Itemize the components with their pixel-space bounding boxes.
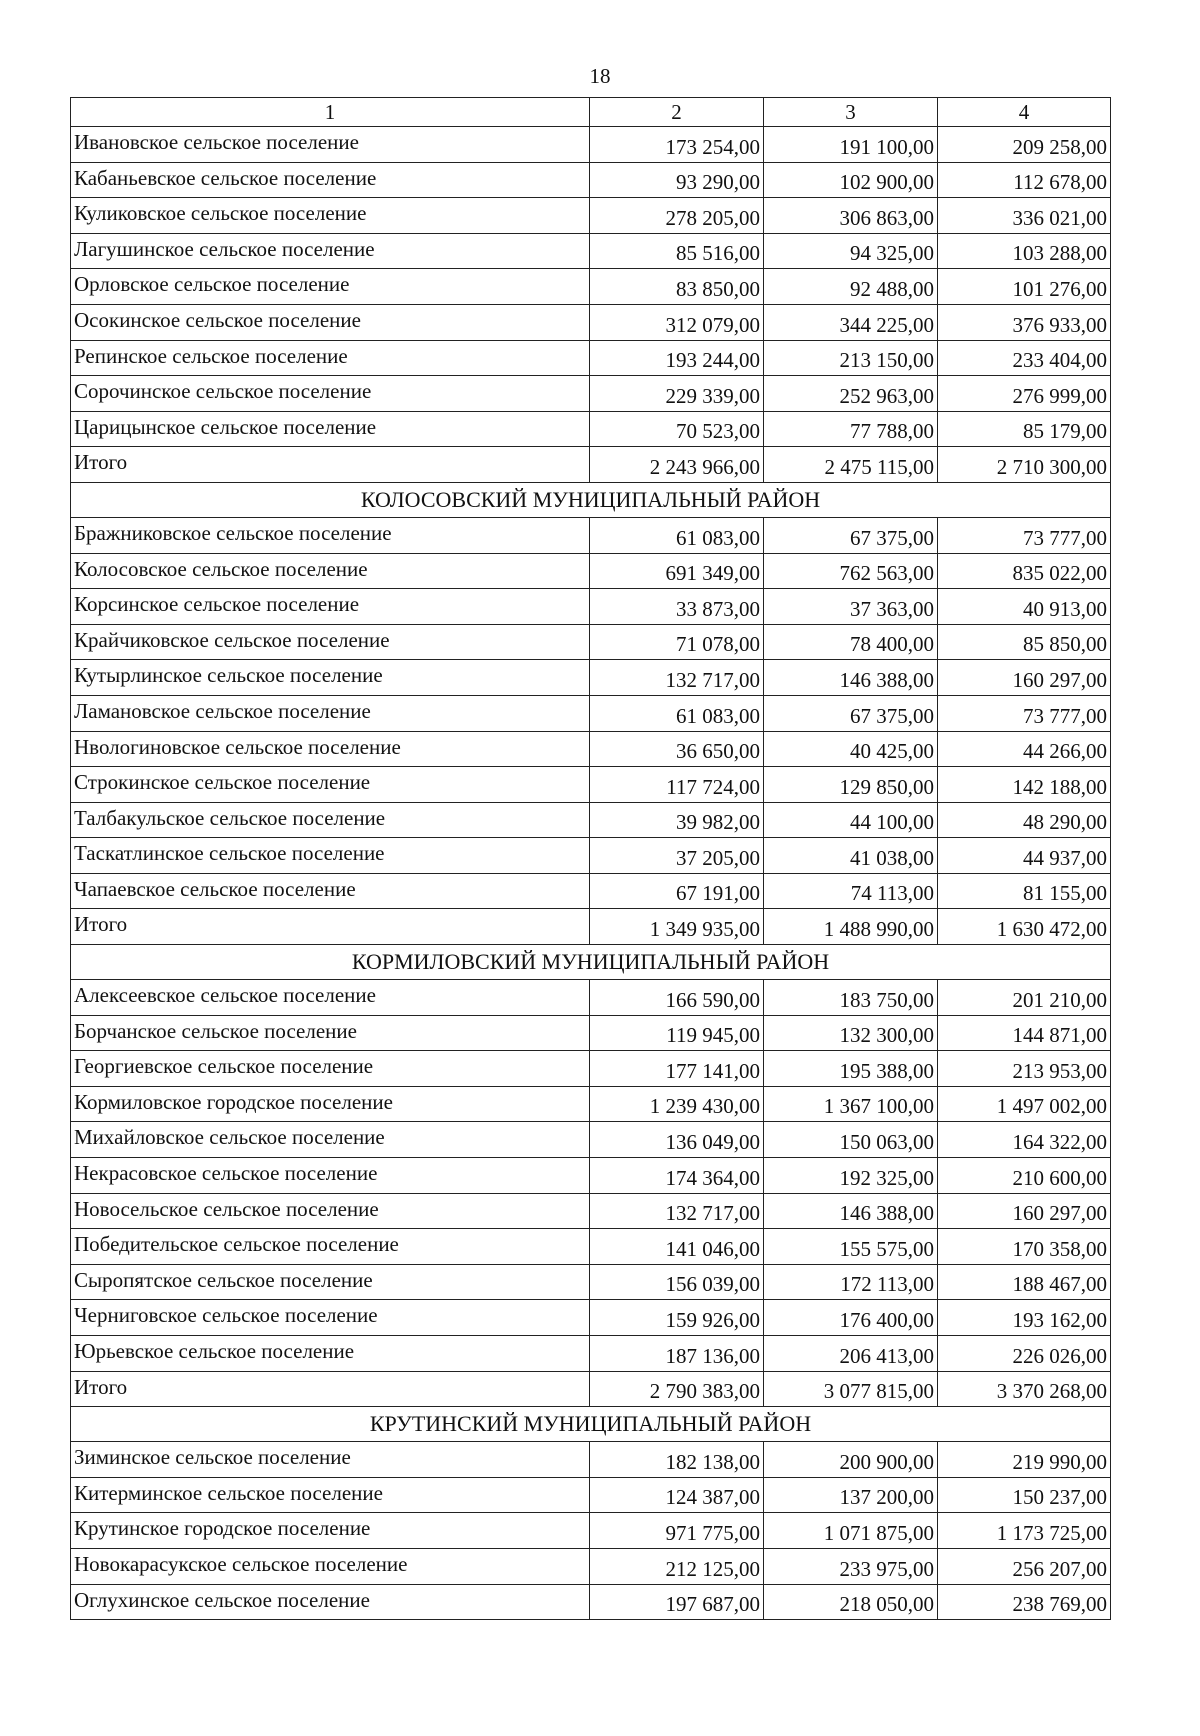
value-col-3-cell: 146 388,00	[764, 660, 938, 696]
column-header-2: 2	[590, 98, 764, 127]
settlement-name-cell: Колосовское сельское поселение	[71, 553, 590, 589]
value-col-3-cell: 344 225,00	[764, 304, 938, 340]
value-col-4-cell: 103 288,00	[938, 233, 1111, 269]
table-row	[71, 1513, 1111, 1549]
value-col-3-cell: 44 100,00	[764, 802, 938, 838]
value-col-4-cell: 188 467,00	[938, 1264, 1111, 1300]
total-row	[71, 447, 1111, 483]
column-header-3: 3	[764, 98, 938, 127]
settlement-name-cell: Репинское сельское поселение	[71, 340, 590, 376]
settlement-name-cell: Итого	[71, 909, 590, 945]
value-col-4-cell: 238 769,00	[938, 1584, 1111, 1620]
value-col-4-cell: 336 021,00	[938, 198, 1111, 234]
value-col-3-cell: 67 375,00	[764, 517, 938, 553]
table-row	[71, 802, 1111, 838]
value-col-3-cell: 132 300,00	[764, 1015, 938, 1051]
value-col-3-cell: 306 863,00	[764, 198, 938, 234]
value-col-4-cell: 73 777,00	[938, 517, 1111, 553]
value-col-2-cell: 70 523,00	[590, 411, 764, 447]
table-row	[71, 767, 1111, 803]
value-col-2-cell: 71 078,00	[590, 624, 764, 660]
settlement-name-cell: Кормиловское городское поселение	[71, 1086, 590, 1122]
value-col-2-cell: 229 339,00	[590, 376, 764, 412]
value-col-3-cell: 67 375,00	[764, 695, 938, 731]
table-row	[71, 304, 1111, 340]
value-col-2-cell: 312 079,00	[590, 304, 764, 340]
district-heading-row	[71, 1407, 1111, 1442]
district-heading: КОЛОСОВСКИЙ МУНИЦИПАЛЬНЫЙ РАЙОН	[71, 482, 1111, 517]
settlement-name-cell: Оглухинское сельское поселение	[71, 1584, 590, 1620]
settlement-name-cell: Зиминское сельское поселение	[71, 1442, 590, 1478]
value-col-2-cell: 1 349 935,00	[590, 909, 764, 945]
settlement-name-cell: Корсинское сельское поселение	[71, 589, 590, 625]
value-col-4-cell: 1 173 725,00	[938, 1513, 1111, 1549]
value-col-4-cell: 81 155,00	[938, 873, 1111, 909]
value-col-2-cell: 33 873,00	[590, 589, 764, 625]
value-col-4-cell: 44 266,00	[938, 731, 1111, 767]
value-col-2-cell: 971 775,00	[590, 1513, 764, 1549]
table-row	[71, 1300, 1111, 1336]
value-col-2-cell: 166 590,00	[590, 980, 764, 1016]
value-col-3-cell: 146 388,00	[764, 1193, 938, 1229]
value-col-2-cell: 61 083,00	[590, 517, 764, 553]
value-col-2-cell: 156 039,00	[590, 1264, 764, 1300]
settlement-name-cell: Бражниковское сельское поселение	[71, 517, 590, 553]
settlement-name-cell: Михайловское сельское поселение	[71, 1122, 590, 1158]
value-col-3-cell: 77 788,00	[764, 411, 938, 447]
value-col-3-cell: 195 388,00	[764, 1051, 938, 1087]
settlement-name-cell: Нвологиновское сельское поселение	[71, 731, 590, 767]
value-col-3-cell: 92 488,00	[764, 269, 938, 305]
table-row	[71, 660, 1111, 696]
settlement-name-cell: Строкинское сельское поселение	[71, 767, 590, 803]
table-row	[71, 1015, 1111, 1051]
settlement-name-cell: Итого	[71, 1371, 590, 1407]
table-body	[71, 127, 1111, 1620]
value-col-3-cell: 78 400,00	[764, 624, 938, 660]
value-col-4-cell: 1 497 002,00	[938, 1086, 1111, 1122]
value-col-3-cell: 94 325,00	[764, 233, 938, 269]
value-col-2-cell: 691 349,00	[590, 553, 764, 589]
value-col-4-cell: 376 933,00	[938, 304, 1111, 340]
value-col-3-cell: 183 750,00	[764, 980, 938, 1016]
value-col-3-cell: 762 563,00	[764, 553, 938, 589]
district-heading: КРУТИНСКИЙ МУНИЦИПАЛЬНЫЙ РАЙОН	[71, 1407, 1111, 1442]
table-row	[71, 1584, 1111, 1620]
value-col-3-cell: 155 575,00	[764, 1229, 938, 1265]
value-col-3-cell: 1 488 990,00	[764, 909, 938, 945]
value-col-3-cell: 150 063,00	[764, 1122, 938, 1158]
table-row	[71, 517, 1111, 553]
value-col-3-cell: 3 077 815,00	[764, 1371, 938, 1407]
table-row	[71, 411, 1111, 447]
value-col-4-cell: 1 630 472,00	[938, 909, 1111, 945]
value-col-2-cell: 132 717,00	[590, 660, 764, 696]
value-col-2-cell: 36 650,00	[590, 731, 764, 767]
table-row	[71, 731, 1111, 767]
value-col-2-cell: 117 724,00	[590, 767, 764, 803]
table-row	[71, 198, 1111, 234]
value-col-4-cell: 73 777,00	[938, 695, 1111, 731]
value-col-4-cell: 210 600,00	[938, 1158, 1111, 1194]
value-col-3-cell: 176 400,00	[764, 1300, 938, 1336]
table-row	[71, 589, 1111, 625]
settlement-name-cell: Черниговское сельское поселение	[71, 1300, 590, 1336]
table-row	[71, 980, 1111, 1016]
value-col-2-cell: 136 049,00	[590, 1122, 764, 1158]
page-number: 18	[589, 64, 611, 88]
value-col-2-cell: 174 364,00	[590, 1158, 764, 1194]
value-col-3-cell: 192 325,00	[764, 1158, 938, 1194]
total-row	[71, 1371, 1111, 1407]
value-col-3-cell: 191 100,00	[764, 127, 938, 163]
table-row	[71, 1442, 1111, 1478]
value-col-3-cell: 129 850,00	[764, 767, 938, 803]
value-col-3-cell: 37 363,00	[764, 589, 938, 625]
value-col-2-cell: 159 926,00	[590, 1300, 764, 1336]
value-col-2-cell: 177 141,00	[590, 1051, 764, 1087]
value-col-3-cell: 137 200,00	[764, 1477, 938, 1513]
table-row	[71, 1264, 1111, 1300]
settlement-name-cell: Сыропятское сельское поселение	[71, 1264, 590, 1300]
value-col-4-cell: 164 322,00	[938, 1122, 1111, 1158]
table-row	[71, 340, 1111, 376]
value-col-3-cell: 2 475 115,00	[764, 447, 938, 483]
settlement-name-cell: Крутинское городское поселение	[71, 1513, 590, 1549]
table-row	[71, 1051, 1111, 1087]
table-row	[71, 1122, 1111, 1158]
value-col-4-cell: 85 179,00	[938, 411, 1111, 447]
settlement-name-cell: Крайчиковское сельское поселение	[71, 624, 590, 660]
value-col-4-cell: 193 162,00	[938, 1300, 1111, 1336]
table-row	[71, 1158, 1111, 1194]
settlement-name-cell: Талбакульское сельское поселение	[71, 802, 590, 838]
table-row	[71, 1336, 1111, 1372]
table-row	[71, 1477, 1111, 1513]
district-heading-row	[71, 945, 1111, 980]
settlement-name-cell: Новокарасукское сельское поселение	[71, 1548, 590, 1584]
budget-table	[70, 97, 1111, 1620]
value-col-2-cell: 193 244,00	[590, 340, 764, 376]
value-col-4-cell: 201 210,00	[938, 980, 1111, 1016]
value-col-2-cell: 187 136,00	[590, 1336, 764, 1372]
settlement-name-cell: Ивановское сельское поселение	[71, 127, 590, 163]
settlement-name-cell: Лагушинское сельское поселение	[71, 233, 590, 269]
settlement-name-cell: Орловское сельское поселение	[71, 269, 590, 305]
value-col-4-cell: 112 678,00	[938, 162, 1111, 198]
settlement-name-cell: Ламановское сельское поселение	[71, 695, 590, 731]
value-col-4-cell: 219 990,00	[938, 1442, 1111, 1478]
value-col-2-cell: 85 516,00	[590, 233, 764, 269]
value-col-4-cell: 142 188,00	[938, 767, 1111, 803]
value-col-2-cell: 67 191,00	[590, 873, 764, 909]
table-row	[71, 1229, 1111, 1265]
table-row	[71, 553, 1111, 589]
district-heading: КОРМИЛОВСКИЙ МУНИЦИПАЛЬНЫЙ РАЙОН	[71, 945, 1111, 980]
value-col-2-cell: 83 850,00	[590, 269, 764, 305]
value-col-2-cell: 37 205,00	[590, 838, 764, 874]
table-row	[71, 162, 1111, 198]
value-col-2-cell: 2 243 966,00	[590, 447, 764, 483]
value-col-4-cell: 209 258,00	[938, 127, 1111, 163]
table-row	[71, 233, 1111, 269]
total-row	[71, 909, 1111, 945]
value-col-2-cell: 141 046,00	[590, 1229, 764, 1265]
table-row	[71, 376, 1111, 412]
settlement-name-cell: Кабаньевское сельское поселение	[71, 162, 590, 198]
value-col-3-cell: 206 413,00	[764, 1336, 938, 1372]
table-row	[71, 269, 1111, 305]
settlement-name-cell: Китерминское сельское поселение	[71, 1477, 590, 1513]
value-col-4-cell: 3 370 268,00	[938, 1371, 1111, 1407]
value-col-3-cell: 40 425,00	[764, 731, 938, 767]
value-col-3-cell: 200 900,00	[764, 1442, 938, 1478]
table-row	[71, 127, 1111, 163]
value-col-2-cell: 124 387,00	[590, 1477, 764, 1513]
column-header-4: 4	[938, 98, 1111, 127]
settlement-name-cell: Юрьевское сельское поселение	[71, 1336, 590, 1372]
table-row	[71, 624, 1111, 660]
value-col-4-cell: 48 290,00	[938, 802, 1111, 838]
value-col-3-cell: 1 071 875,00	[764, 1513, 938, 1549]
value-col-4-cell: 101 276,00	[938, 269, 1111, 305]
settlement-name-cell: Итого	[71, 447, 590, 483]
value-col-2-cell: 173 254,00	[590, 127, 764, 163]
settlement-name-cell: Алексеевское сельское поселение	[71, 980, 590, 1016]
value-col-4-cell: 256 207,00	[938, 1548, 1111, 1584]
value-col-4-cell: 226 026,00	[938, 1336, 1111, 1372]
value-col-4-cell: 276 999,00	[938, 376, 1111, 412]
table-row	[71, 695, 1111, 731]
column-number-header-row	[71, 98, 1111, 127]
value-col-4-cell: 144 871,00	[938, 1015, 1111, 1051]
value-col-4-cell: 170 358,00	[938, 1229, 1111, 1265]
settlement-name-cell: Борчанское сельское поселение	[71, 1015, 590, 1051]
value-col-2-cell: 39 982,00	[590, 802, 764, 838]
value-col-4-cell: 150 237,00	[938, 1477, 1111, 1513]
value-col-4-cell: 213 953,00	[938, 1051, 1111, 1087]
value-col-3-cell: 218 050,00	[764, 1584, 938, 1620]
value-col-2-cell: 212 125,00	[590, 1548, 764, 1584]
settlement-name-cell: Куликовское сельское поселение	[71, 198, 590, 234]
value-col-3-cell: 41 038,00	[764, 838, 938, 874]
settlement-name-cell: Таскатлинское сельское поселение	[71, 838, 590, 874]
value-col-2-cell: 197 687,00	[590, 1584, 764, 1620]
table-row	[71, 1193, 1111, 1229]
settlement-name-cell: Георгиевское сельское поселение	[71, 1051, 590, 1087]
value-col-2-cell: 278 205,00	[590, 198, 764, 234]
value-col-4-cell: 85 850,00	[938, 624, 1111, 660]
value-col-3-cell: 172 113,00	[764, 1264, 938, 1300]
settlement-name-cell: Некрасовское сельское поселение	[71, 1158, 590, 1194]
table-row	[71, 1086, 1111, 1122]
value-col-4-cell: 160 297,00	[938, 1193, 1111, 1229]
value-col-4-cell: 835 022,00	[938, 553, 1111, 589]
settlement-name-cell: Победительское сельское поселение	[71, 1229, 590, 1265]
value-col-2-cell: 61 083,00	[590, 695, 764, 731]
settlement-name-cell: Осокинское сельское поселение	[71, 304, 590, 340]
value-col-3-cell: 233 975,00	[764, 1548, 938, 1584]
value-col-3-cell: 252 963,00	[764, 376, 938, 412]
settlement-name-cell: Новосельское сельское поселение	[71, 1193, 590, 1229]
settlement-name-cell: Сорочинское сельское поселение	[71, 376, 590, 412]
value-col-4-cell: 44 937,00	[938, 838, 1111, 874]
value-col-2-cell: 132 717,00	[590, 1193, 764, 1229]
table-row	[71, 873, 1111, 909]
value-col-3-cell: 74 113,00	[764, 873, 938, 909]
settlement-name-cell: Кутырлинское сельское поселение	[71, 660, 590, 696]
value-col-3-cell: 213 150,00	[764, 340, 938, 376]
table-row	[71, 838, 1111, 874]
value-col-3-cell: 102 900,00	[764, 162, 938, 198]
value-col-2-cell: 182 138,00	[590, 1442, 764, 1478]
value-col-4-cell: 2 710 300,00	[938, 447, 1111, 483]
district-heading-row	[71, 482, 1111, 517]
settlement-name-cell: Царицынское сельское поселение	[71, 411, 590, 447]
value-col-2-cell: 1 239 430,00	[590, 1086, 764, 1122]
value-col-2-cell: 2 790 383,00	[590, 1371, 764, 1407]
value-col-3-cell: 1 367 100,00	[764, 1086, 938, 1122]
value-col-2-cell: 119 945,00	[590, 1015, 764, 1051]
value-col-4-cell: 233 404,00	[938, 340, 1111, 376]
column-header-1: 1	[71, 98, 590, 127]
settlement-name-cell: Чапаевское сельское поселение	[71, 873, 590, 909]
value-col-4-cell: 160 297,00	[938, 660, 1111, 696]
table-row	[71, 1548, 1111, 1584]
value-col-2-cell: 93 290,00	[590, 162, 764, 198]
value-col-4-cell: 40 913,00	[938, 589, 1111, 625]
